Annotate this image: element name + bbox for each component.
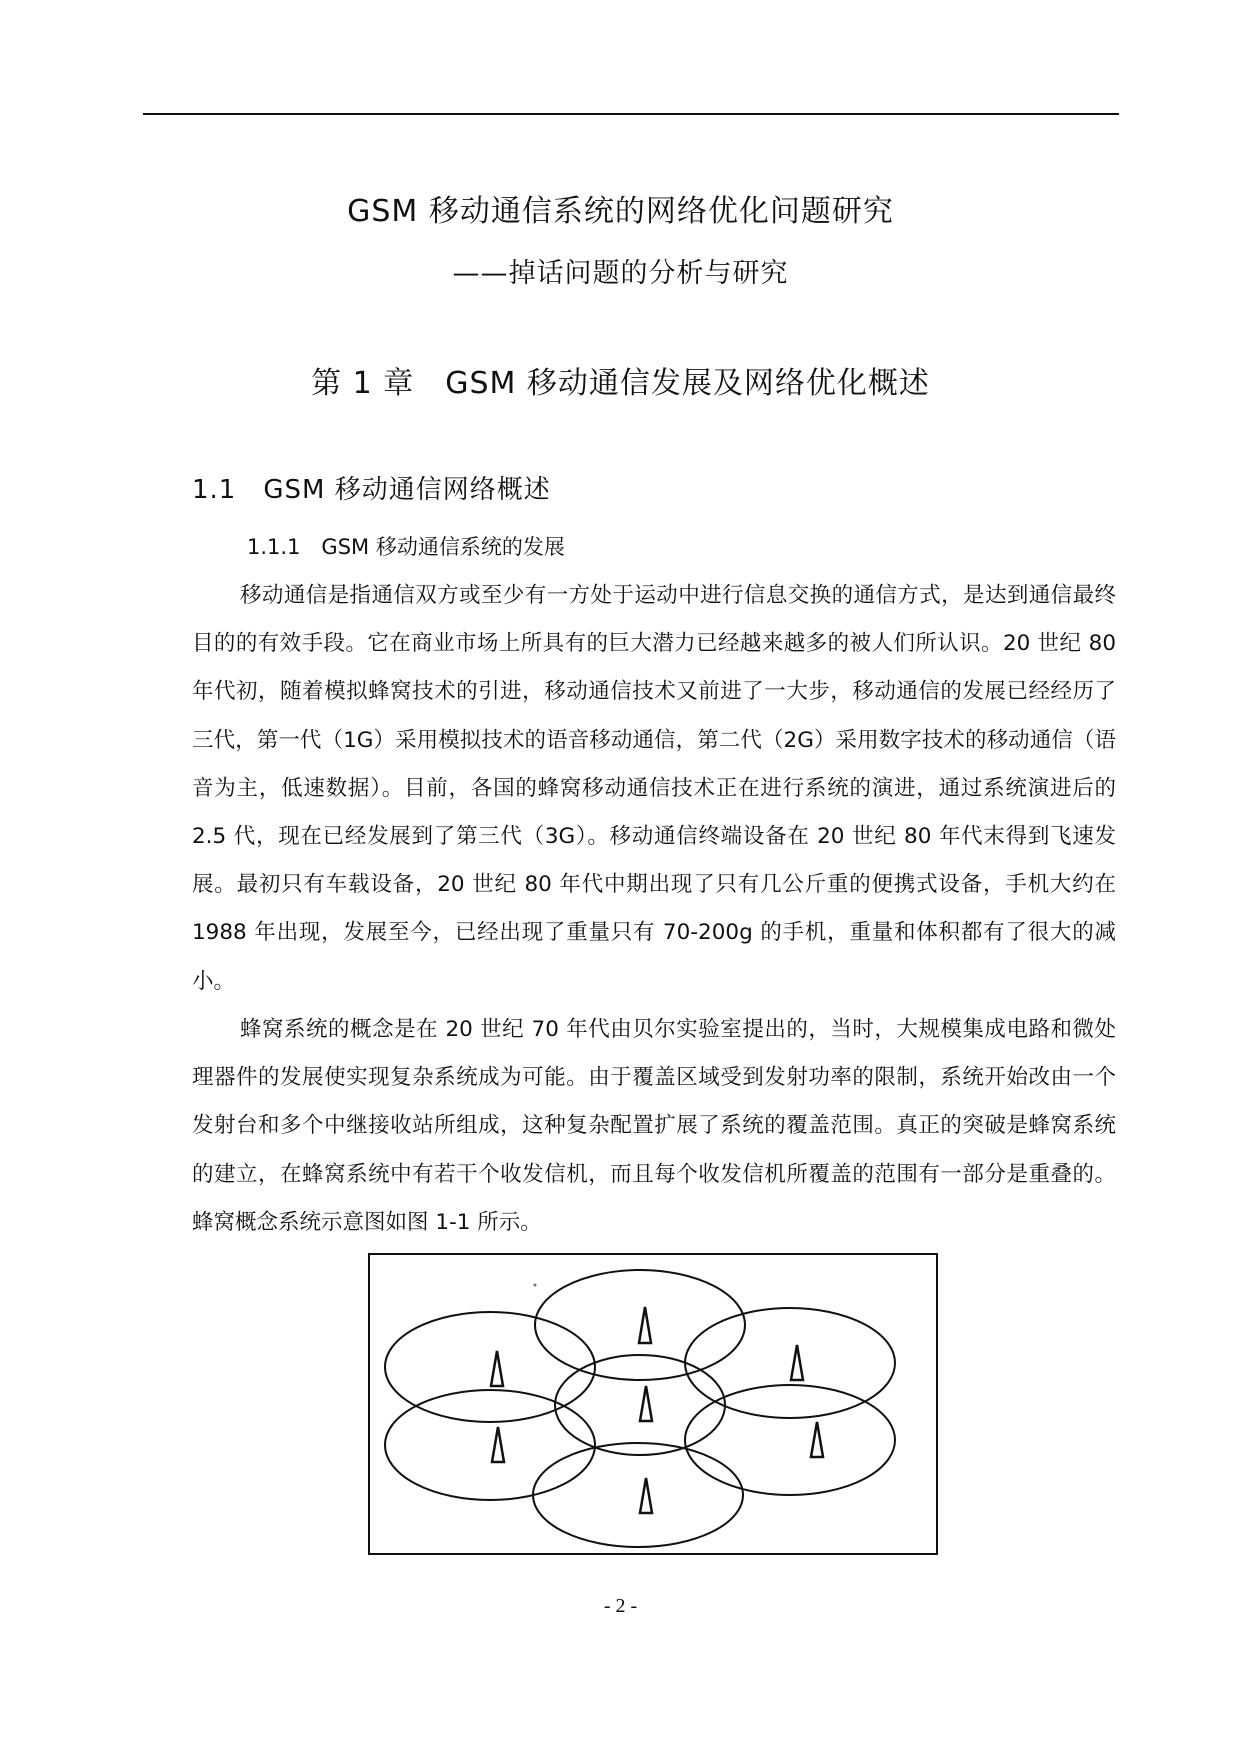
antenna-icon (640, 1478, 652, 1513)
scan-speck (534, 1284, 537, 1287)
cell-bottom (533, 1443, 743, 1547)
antenna-icon (639, 1307, 651, 1343)
page-number: - 2 - (603, 1595, 638, 1617)
document-title: GSM 移动通信系统的网络优化问题研究 (347, 194, 894, 229)
chapter-heading: 第 1 章 GSM 移动通信发展及网络优化概述 (311, 366, 930, 401)
subsection-heading: 1.1.1 GSM 移动通信系统的发展 (247, 535, 565, 559)
section-heading: 1.1 GSM 移动通信网络概述 (192, 475, 551, 505)
antenna-icon (811, 1422, 823, 1457)
cellular-diagram (370, 1255, 936, 1553)
body-paragraph: 蜂窝系统的概念是在 20 世纪 70 年代由贝尔实验室提出的，当时，大规模集成电路和微处理器件的发展使实现复杂系统成为可能。由于覆盖区域受到发射功率的限制，系统开始改由一个发射台和多个中继接收站所组成，这种复杂配置扩展了系统的覆盖范围。真正的突破是蜂窝系统的建立，在蜂窝系统中有若干个收发信机，而且每个收发信机所覆盖的范围有一部分是重叠的。蜂窝概念系统示意图如图 1-1 所示。 (192, 1017, 1116, 1235)
antenna-icon (491, 1351, 503, 1386)
antenna-icon (640, 1386, 652, 1421)
document-subtitle: ——掉话问题的分析与研究 (452, 258, 789, 289)
header-rule (143, 113, 1119, 115)
antenna-icon (791, 1345, 803, 1380)
cell-center (555, 1355, 725, 1455)
cellular-concept-figure (368, 1253, 938, 1555)
antenna-icon (492, 1427, 504, 1462)
cell-lower-right (685, 1385, 895, 1495)
body-paragraph: 移动通信是指通信双方或至少有一方处于运动中进行信息交换的通信方式，是达到通信最终目的的有效手段。它在商业市场上所具有的巨大潜力已经越来越多的被人们所认识。20 世纪 80 年代初，随着模拟蜂窝技术的引进，移动通信技术又前进了一大步，移动通信的发展已经经历了三代，第一代（1G）采用模拟技术的语音移动通信，第二代（2G）采用数字技术的移动通信（语音为主，低速数据）。目前，各国的蜂窝移动通信技术正在进行系统的演进，通过系统演进后的 2.5 代，现在已经发展到了第三代（3G）。移动通信终端设备在 20 世纪 80 年代末得到飞速发展。最初只有车载设备，20 世纪 80 年代中期出现了只有几公斤重的便携式设备，手机大约在 1988 年出现，发展至今，已经出现了重量只有 70-200g 的手机，重量和体积都有了很大的减小。 (192, 583, 1116, 994)
cell-lower-left (385, 1390, 595, 1500)
